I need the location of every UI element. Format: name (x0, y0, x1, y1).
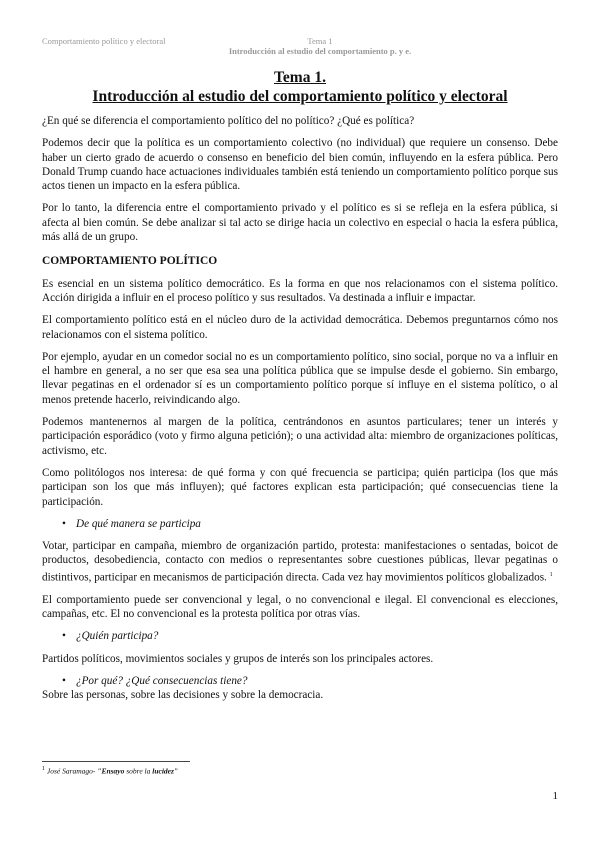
header-course-title: Comportamiento político y electoral (42, 36, 166, 46)
footnote-author: José Saramago- (46, 766, 96, 776)
bullet-text: ¿Quién participa? (76, 630, 159, 643)
paragraph: Como politólogos nos interesa: de qué forma y con qué frecuencia se participa; quién participa (los que más participan son los que más influyen); qué factores explican esta participación; qué consecuencias tiene la participación. (42, 466, 558, 508)
bullet-item (42, 517, 558, 531)
bullet-item (42, 674, 558, 688)
paragraph: El comportamiento político está en el núcleo duro de la actividad democrática. Debemos preguntarnos cómo nos relacionamos con el sistema político. (42, 314, 558, 341)
paragraph: Podemos decir que la política es un comportamiento colectivo (no individual) que requiere un consenso. Debe haber un cierto grado de acuerdo o consenso en beneficio del bien común, influyendo en la esfera pública. Pero Donald Trump cuando hace actuaciones individuales también está teniendo un comportamiento político porque sus actos tienen un impacto en la esfera pública. (42, 137, 558, 193)
footnote-reference[interactable]: 1 (549, 571, 553, 578)
header-topic (200, 36, 440, 56)
footnote-divider (42, 761, 190, 762)
section-heading: COMPORTAMIENTO POLÍTICO (42, 255, 218, 268)
bullet-icon: • (62, 630, 66, 643)
bullet-item (42, 629, 558, 643)
page-number: 1 (552, 790, 558, 802)
paragraph: El comportamiento puede ser convencional y legal, o no convencional e ilegal. El convencional es elecciones, campañas, etc. El no convencional es la protesta política por otras vías. (42, 593, 558, 621)
header-topic-number: Tema 1 (307, 36, 333, 46)
title-line-2: Introducción al estudio del comportamiento político y electoral (92, 88, 508, 105)
paragraph: Partidos políticos, movimientos sociales y grupos de interés son los principales actores. (42, 652, 434, 665)
bullet-icon: • (62, 674, 66, 687)
footnote-mark: 1 (42, 766, 45, 772)
header-topic-subtitle: Introducción al estudio del comportamiento p. y e. (228, 46, 412, 56)
bullet-icon: • (62, 517, 66, 530)
bullet-text: ¿Por qué? ¿Qué consecuencias tiene? (76, 674, 248, 687)
paragraph: Podemos mantenernos al margen de la política, centrándonos en asuntos particulares; tener un interés y participación esporádico (voto y firmo alguna petición); o una actividad alta: miembro de organizaciones políticas, activismo, etc. (42, 416, 558, 457)
title-line-1: Tema 1. (274, 69, 326, 86)
paragraph-text: Votar, participar en campaña, miembro de organización partido, protesta: manifestaciones o sentadas, boicot de productos, desobediencia, contacto con medios o representantes sobre cuestiones públicas, llevar pegatinas o distintivos, participar en mecanismos de participación directa. Cada vez hay movimientos políticos globalizados. (42, 540, 558, 584)
page-title (42, 68, 558, 106)
bullet-text: De qué manera se participa (76, 517, 201, 530)
running-header (42, 36, 558, 58)
paragraph (42, 539, 558, 585)
paragraph: Es esencial en un sistema político democrático. Es la forma en que nos relacionamos con el sistema político. Acción dirigida a influir en el proceso político y sus resultados. Va destinada a influir e impactar. (42, 277, 558, 304)
paragraph: Por ejemplo, ayudar en un comedor social no es un comportamiento político, sino social, porque no va a influir en el hambre en general, a no ser que esa sea una política pública que se impulse desde el gobierno. Sin embargo, llevar pegatinas en el ordenador sí es un comportamiento político porque sí influye en el sistema político, o al menos pretende hacerlo, reivindicando algo. (42, 350, 558, 406)
footnote-connector: sobre la (126, 766, 151, 776)
footnote-book-title: "Ensayo (97, 766, 125, 776)
paragraph: Por lo tanto, la diferencia entre el comportamiento privado y el político es si se refleja en la esfera pública, si afecta al bien común. Se debe analizar si tal acto se dirige hacia un colectivo en especial o hacia la esfera pública, más allá de un grupo. (42, 202, 558, 244)
footnote (42, 766, 178, 776)
paragraph: ¿En qué se diferencia el comportamiento político del no político? ¿Qué es política? (42, 115, 415, 127)
paragraph: Sobre las personas, sobre las decisiones y sobre la democracia. (42, 689, 324, 702)
document-body (42, 114, 558, 711)
footnote-book-title-end: lucidez" (152, 766, 179, 776)
